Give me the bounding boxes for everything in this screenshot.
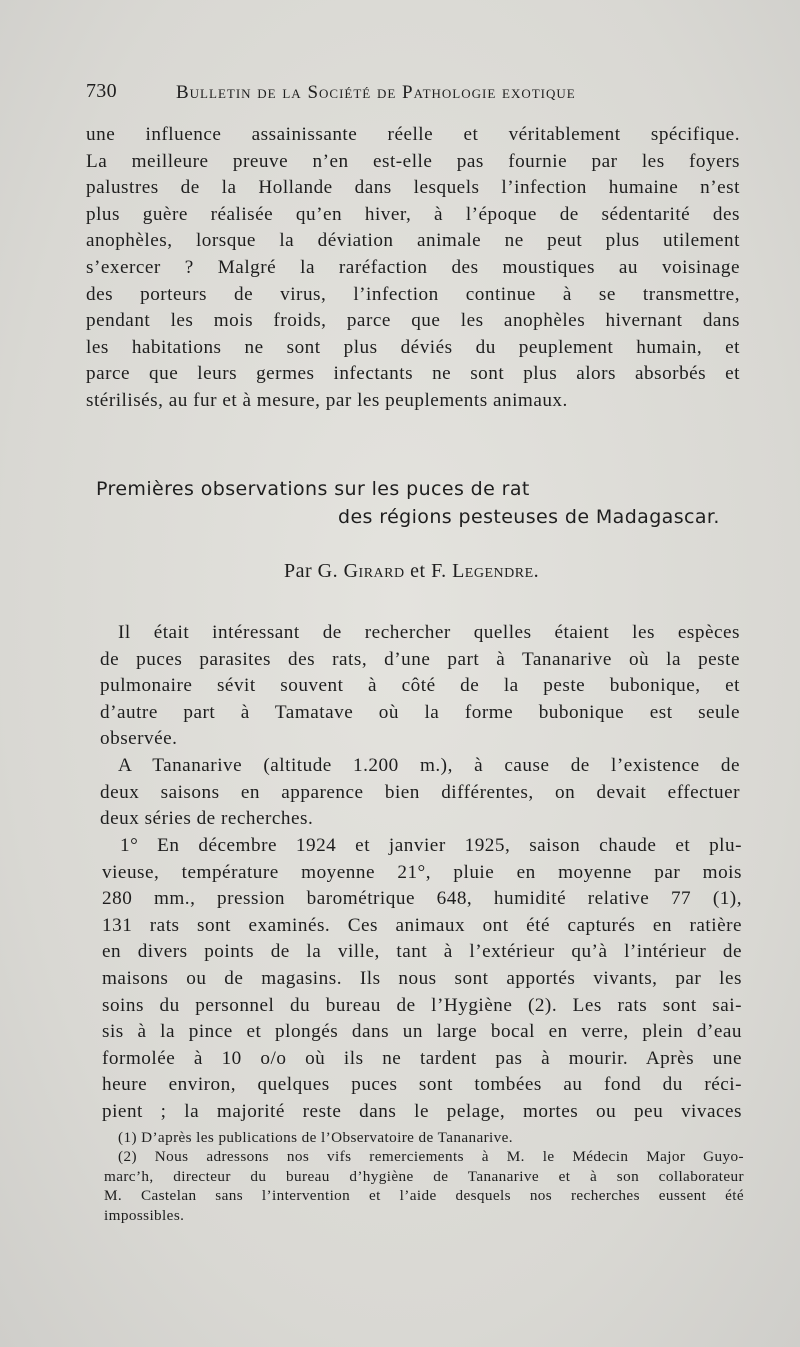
text-line: vieuse, température moyenne 21°, pluie en moyenne par mois <box>102 861 742 883</box>
intro-text <box>86 122 740 415</box>
intro-paragraph <box>86 122 740 415</box>
byline <box>284 560 539 583</box>
text-line: soins du personnel du bureau de l’Hygiène (2). Les rats sont sai- <box>102 994 742 1016</box>
text-line: anophèles, lorsque la déviation animale ne peut plus utilement <box>86 230 740 252</box>
footnotes <box>104 1128 744 1225</box>
text-line: observée. <box>100 728 178 750</box>
text-line: des porteurs de virus, l’infection continue à se transmettre, <box>86 283 740 305</box>
text-line: les habitations ne sont plus déviés du peuplement humain, et <box>86 336 740 358</box>
text-line: plus guère réalisée qu’en hiver, à l’époque de sédentarité des <box>86 203 740 225</box>
text-line: La meilleure preuve n’en est-elle pas fournie par les foyers <box>86 150 740 172</box>
text-line: palustres de la Hollande dans lesquels l’infection humaine n’est <box>86 177 740 199</box>
text-line: 131 rats sont examinés. Ces animaux ont été capturés en ratière <box>102 914 742 936</box>
text-line: 280 mm., pression barométrique 648, humidité relative 77 (1), <box>102 888 742 910</box>
text-line: d’autre part à Tamatave où la forme bubonique est seule <box>100 701 740 723</box>
text-line: deux saisons en apparence bien différentes, on devait effectuer <box>100 781 740 803</box>
text-line: pendant les mois froids, parce que les anophèles hivernant dans <box>86 310 740 332</box>
paragraph-3 <box>102 833 742 1126</box>
text-line: pient ; la majorité reste dans le pelage, mortes ou peu vivaces <box>102 1100 742 1122</box>
byline-and: et <box>410 560 426 582</box>
author-legendre: F. Legendre. <box>431 560 540 582</box>
text-line: de puces parasites des rats, d’une part à Tananarive où la peste <box>100 648 740 670</box>
text-line: s’exercer ? Malgré la raréfaction des moustiques au voisinage <box>86 256 740 278</box>
byline-prefix: Par <box>284 560 313 582</box>
article-title-line-2: des régions pesteuses de Madagascar. <box>338 506 720 528</box>
body-text <box>102 833 742 1126</box>
paragraph-2 <box>100 753 740 833</box>
author-girard: G. Girard <box>317 560 405 582</box>
text-line: Il était intéressant de rechercher quelles étaient les espèces <box>118 622 740 643</box>
footnote-2-line: M. Castelan sans l’intervention et l’aide desquels nos recherches eussent été <box>104 1187 744 1205</box>
text-line: A Tananarive (altitude 1.200 m.), à cause de l’existence de <box>118 755 740 776</box>
footnote-1: (1) D’après les publications de l’Observatoire de Tananarive. <box>118 1129 514 1146</box>
text-line: une influence assainissante réelle et véritablement spécifique. <box>86 124 740 145</box>
text-line: parce que leurs germes infectants ne sont plus alors absorbés et <box>86 363 740 385</box>
footnote-2-line: impossibles. <box>104 1206 185 1224</box>
paragraph-1 <box>100 620 740 753</box>
footnote-text <box>104 1128 744 1225</box>
text-line: stérilisés, au fur et à mesure, par les peuplements animaux. <box>86 389 568 411</box>
footnote-2-line: marc’h, directeur du bureau d’hygiène de Tananarive et à son collaborateur <box>104 1167 744 1185</box>
text-line: formolée à 10 o/o où ils ne tardent pas à mourir. Après une <box>102 1047 742 1069</box>
journal-title: Bulletin de la Société de Pathologie exotique <box>176 82 576 103</box>
text-line: pulmonaire sévit souvent à côté de la peste bubonique, et <box>100 675 740 697</box>
text-line: 1° En décembre 1924 et janvier 1925, saison chaude et plu- <box>120 835 742 856</box>
text-line: sis à la pince et plongés dans un large bocal en verre, plein d’eau <box>102 1021 742 1043</box>
page-number: 730 <box>86 80 117 102</box>
article-title-line-1: Premières observations sur les puces de rat <box>96 478 530 500</box>
body-text <box>100 620 740 753</box>
text-line: maisons ou de magasins. Ils nous sont apportés vivants, par les <box>102 967 742 989</box>
text-line: en divers points de la ville, tant à l’extérieur qu’à l’intérieur de <box>102 941 742 963</box>
body-text <box>100 753 740 833</box>
footnote-2: (2) Nous adressons nos vifs remerciements à M. le Médecin Major Guyo- <box>118 1148 744 1166</box>
text-line: deux séries de recherches. <box>100 808 314 830</box>
text-line: heure environ, quelques puces sont tombées au fond du réci- <box>102 1074 742 1096</box>
